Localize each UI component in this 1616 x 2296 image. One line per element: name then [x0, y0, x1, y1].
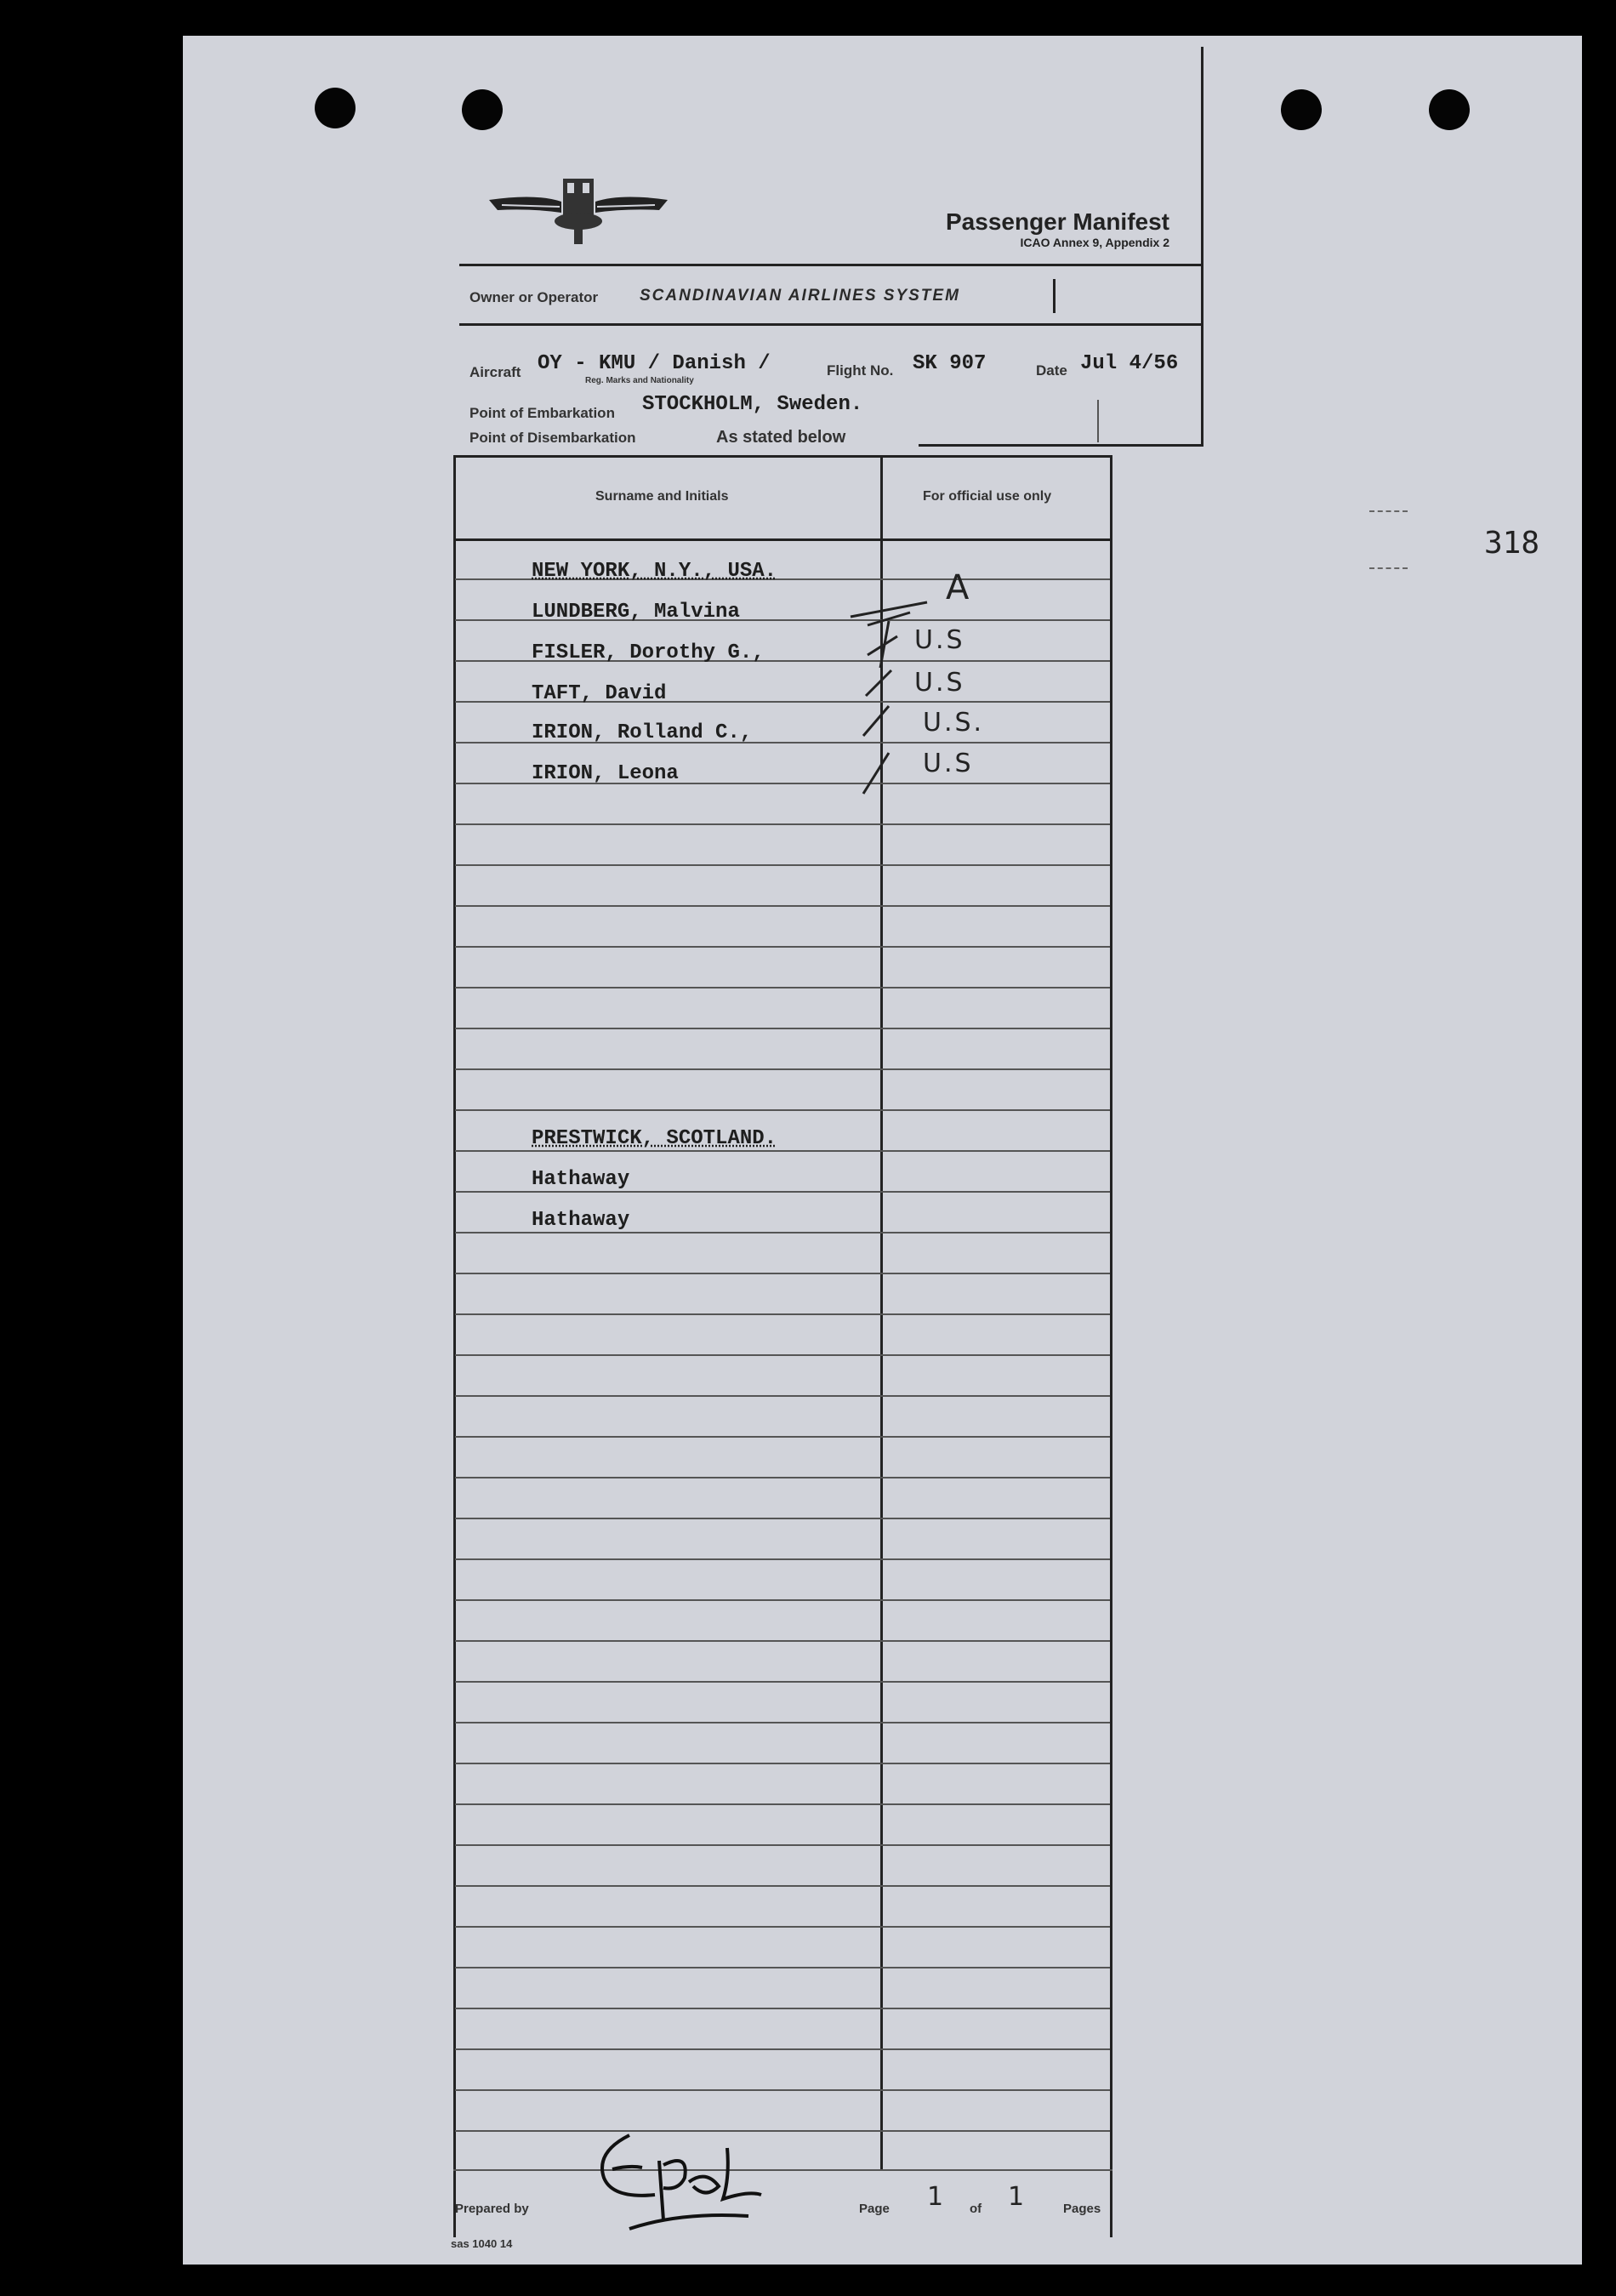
aircraft-label: Aircraft	[469, 364, 521, 380]
table-top-border	[453, 455, 1112, 458]
ruled-line	[455, 987, 1110, 988]
passenger-row-1-name: LUNDBERG, Malvina	[532, 601, 740, 624]
passenger-row-5-name: IRION, Leona	[532, 762, 679, 785]
footer-rule	[453, 2169, 1112, 2171]
ruled-line	[455, 1477, 1110, 1478]
date-label: Date	[1036, 362, 1067, 379]
owner-separator	[1053, 279, 1056, 313]
header-divider	[459, 264, 1201, 266]
check-marks	[842, 587, 961, 800]
ruled-line	[455, 1232, 1110, 1233]
passenger-row-2-mark: U.S	[914, 625, 965, 655]
group2-heading: PRESTWICK, SCOTLAND.	[532, 1127, 777, 1150]
form-title-block	[946, 208, 1169, 249]
ruled-line	[455, 2130, 1110, 2132]
ruled-line	[455, 1763, 1110, 1764]
passenger-row-1-mark: A	[946, 568, 972, 607]
owner-divider	[459, 323, 1201, 326]
punch-hole-3	[1281, 89, 1322, 130]
ruled-line	[455, 1354, 1110, 1356]
column-header-official: For official use only	[923, 489, 1052, 504]
ruled-line	[455, 1518, 1110, 1519]
sas-logo	[485, 174, 672, 247]
ruled-line	[455, 2008, 1110, 2009]
passenger-row-5-mark: U.S	[923, 749, 974, 778]
ruled-line	[455, 1313, 1110, 1315]
aircraft-value: OY - KMU / Danish /	[538, 352, 771, 375]
passenger-row-4-name: IRION, Rolland C.,	[532, 721, 753, 744]
column-header-names: Surname and Initials	[595, 489, 729, 504]
of-value: 1	[1008, 2182, 1027, 2212]
punch-hole-1	[315, 88, 356, 128]
date-box-edge	[1097, 400, 1099, 442]
embarkation-label: Point of Embarkation	[469, 405, 615, 421]
ruled-line	[455, 2089, 1110, 2091]
form-header-edge	[919, 444, 1201, 447]
ruled-line	[455, 905, 1110, 907]
form-subtitle: ICAO Annex 9, Appendix 2	[1020, 236, 1169, 249]
passenger-row-4-mark: U.S.	[923, 708, 985, 738]
ruled-line	[455, 1068, 1110, 1070]
form-title: Passenger Manifest	[946, 208, 1169, 235]
of-label: of	[970, 2202, 982, 2216]
table-right-border	[1110, 455, 1112, 2237]
date-value: Jul 4/56	[1080, 352, 1179, 375]
group1-heading: NEW YORK, N.Y., USA.	[532, 560, 777, 583]
passenger-row-2-name: FISLER, Dorothy G.,	[532, 641, 765, 664]
ruled-line	[455, 1640, 1110, 1642]
ruled-line	[455, 2048, 1110, 2050]
embarkation-value: STOCKHOLM, Sweden.	[642, 393, 863, 416]
punch-hole-4	[1429, 89, 1470, 130]
disembarkation-label: Point of Disembarkation	[469, 430, 636, 446]
ruled-line	[455, 1395, 1110, 1397]
ruled-line	[455, 946, 1110, 948]
flight-label: Flight No.	[827, 362, 894, 379]
pages-label: Pages	[1063, 2202, 1101, 2216]
page-label: Page	[859, 2202, 890, 2216]
reg-marks-note: Reg. Marks and Nationality	[585, 376, 694, 385]
ruled-line	[455, 1028, 1110, 1029]
prepared-by-label: Prepared by	[455, 2202, 529, 2216]
header-row-bottom	[453, 538, 1112, 541]
passenger-row-3-name: TAFT, David	[532, 682, 667, 705]
disembarkation-value: As stated below	[716, 428, 846, 447]
signature	[578, 2118, 774, 2246]
table-left-border	[453, 455, 456, 2237]
ruled-line	[455, 1885, 1110, 1887]
ruled-line	[455, 1844, 1110, 1846]
form-code: sas 1040 14	[451, 2237, 513, 2250]
page-value: 1	[927, 2182, 947, 2212]
ruled-line	[455, 1273, 1110, 1274]
stamp-dash-marks	[1369, 510, 1408, 569]
ruled-line	[455, 1191, 1110, 1193]
ruled-line	[455, 1599, 1110, 1601]
owner-label: Owner or Operator	[469, 289, 599, 305]
ruled-line	[455, 1967, 1110, 1968]
ruled-line	[455, 1436, 1110, 1438]
owner-value: SCANDINAVIAN AIRLINES SYSTEM	[640, 287, 960, 305]
ruled-line	[455, 1109, 1110, 1111]
passenger-row-6-name: Hathaway	[532, 1168, 630, 1191]
ruled-line	[455, 1803, 1110, 1805]
ruled-line	[455, 1558, 1110, 1560]
ruled-line	[455, 1681, 1110, 1683]
ruled-line	[455, 864, 1110, 866]
ruled-line	[455, 1150, 1110, 1152]
ruled-line	[455, 1926, 1110, 1928]
passenger-row-7-name: Hathaway	[532, 1209, 630, 1232]
ruled-line	[455, 823, 1110, 825]
ruled-line	[455, 1722, 1110, 1723]
passenger-row-3-mark: U.S	[914, 668, 965, 698]
flight-value: SK 907	[913, 352, 987, 375]
archive-page-number: 318	[1484, 526, 1540, 561]
